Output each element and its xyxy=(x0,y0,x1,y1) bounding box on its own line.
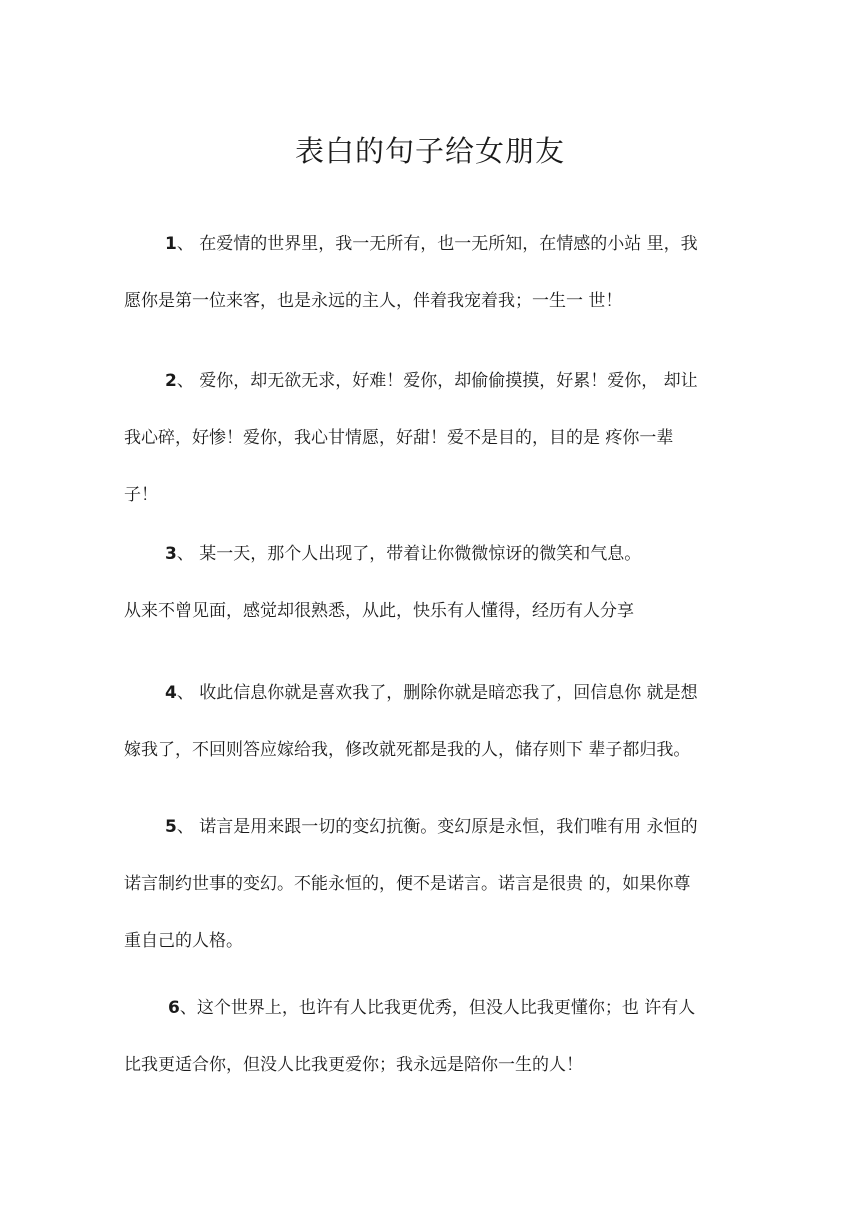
paragraph-line xyxy=(124,799,729,856)
paragraph-line xyxy=(124,980,729,1037)
paragraph-line: 愿你是第一位来客，也是永远的主人，伴着我宠着我；一生一 世！ xyxy=(124,291,623,311)
paragraph-text: 、 在爱情的世界里，我一无所有，也一无所知，在情感的小站 里，我 xyxy=(176,234,698,254)
paragraph-4 xyxy=(124,665,729,779)
paragraph-line: 诺言制约世事的变幻。不能永恒的，便不是诺言。诺言是很贵 的，如果你尊 xyxy=(124,874,691,894)
paragraph-2 xyxy=(124,353,729,524)
paragraph-6 xyxy=(124,980,729,1094)
paragraph-line: 重自己的人格。 xyxy=(124,931,243,951)
document-title: 表白的句子给女朋友 xyxy=(294,134,565,168)
paragraph-line: 子！ xyxy=(124,485,158,505)
paragraph-number: 3 xyxy=(165,544,177,564)
paragraph-number: 6 xyxy=(168,998,180,1018)
paragraph-text: 、 诺言是用来跟一切的变幻抗衡。变幻原是永恒，我们唯有用 永恒的 xyxy=(176,817,698,837)
paragraph-text: 、 收此信息你就是喜欢我了，删除你就是暗恋我了，回信息你 就是想 xyxy=(176,683,698,703)
paragraph-5 xyxy=(124,799,729,970)
paragraph-text: 、 爱你，却无欲无求，好难！爱你，却偷偷摸摸，好累！爱你， 却让 xyxy=(176,371,698,391)
paragraph-line: 比我更适合你，但没人比我更爱你；我永远是陪你一生的人！ xyxy=(124,1055,583,1075)
paragraph-line: 我心碎，好惨！爱你，我心甘情愿，好甜！爱不是目的，目的是 疼你一辈 xyxy=(124,428,674,448)
paragraph-number: 1 xyxy=(165,234,177,254)
paragraph-line: 从来不曾见面，感觉却很熟悉，从此，快乐有人懂得，经历有人分享 xyxy=(124,601,634,621)
paragraph-text: 、 某一天，那个人出现了，带着让你微微惊讶的微笑和气息。 xyxy=(176,544,642,564)
paragraph-line xyxy=(124,353,729,410)
paragraph-line xyxy=(124,665,729,722)
paragraph-text: 、这个世界上，也许有人比我更优秀，但没人比我更懂你；也 许有人 xyxy=(179,998,696,1018)
paragraph-number: 5 xyxy=(165,817,177,837)
paragraph-line xyxy=(124,526,729,583)
paragraph-number: 2 xyxy=(165,371,177,391)
paragraph-number: 4 xyxy=(165,683,177,703)
paragraph-1 xyxy=(124,216,729,330)
paragraph-line xyxy=(124,216,729,273)
paragraph-3 xyxy=(124,526,729,640)
paragraph-line: 嫁我了，不回则答应嫁给我，修改就死都是我的人，储存则下 辈子都归我。 xyxy=(124,740,691,760)
